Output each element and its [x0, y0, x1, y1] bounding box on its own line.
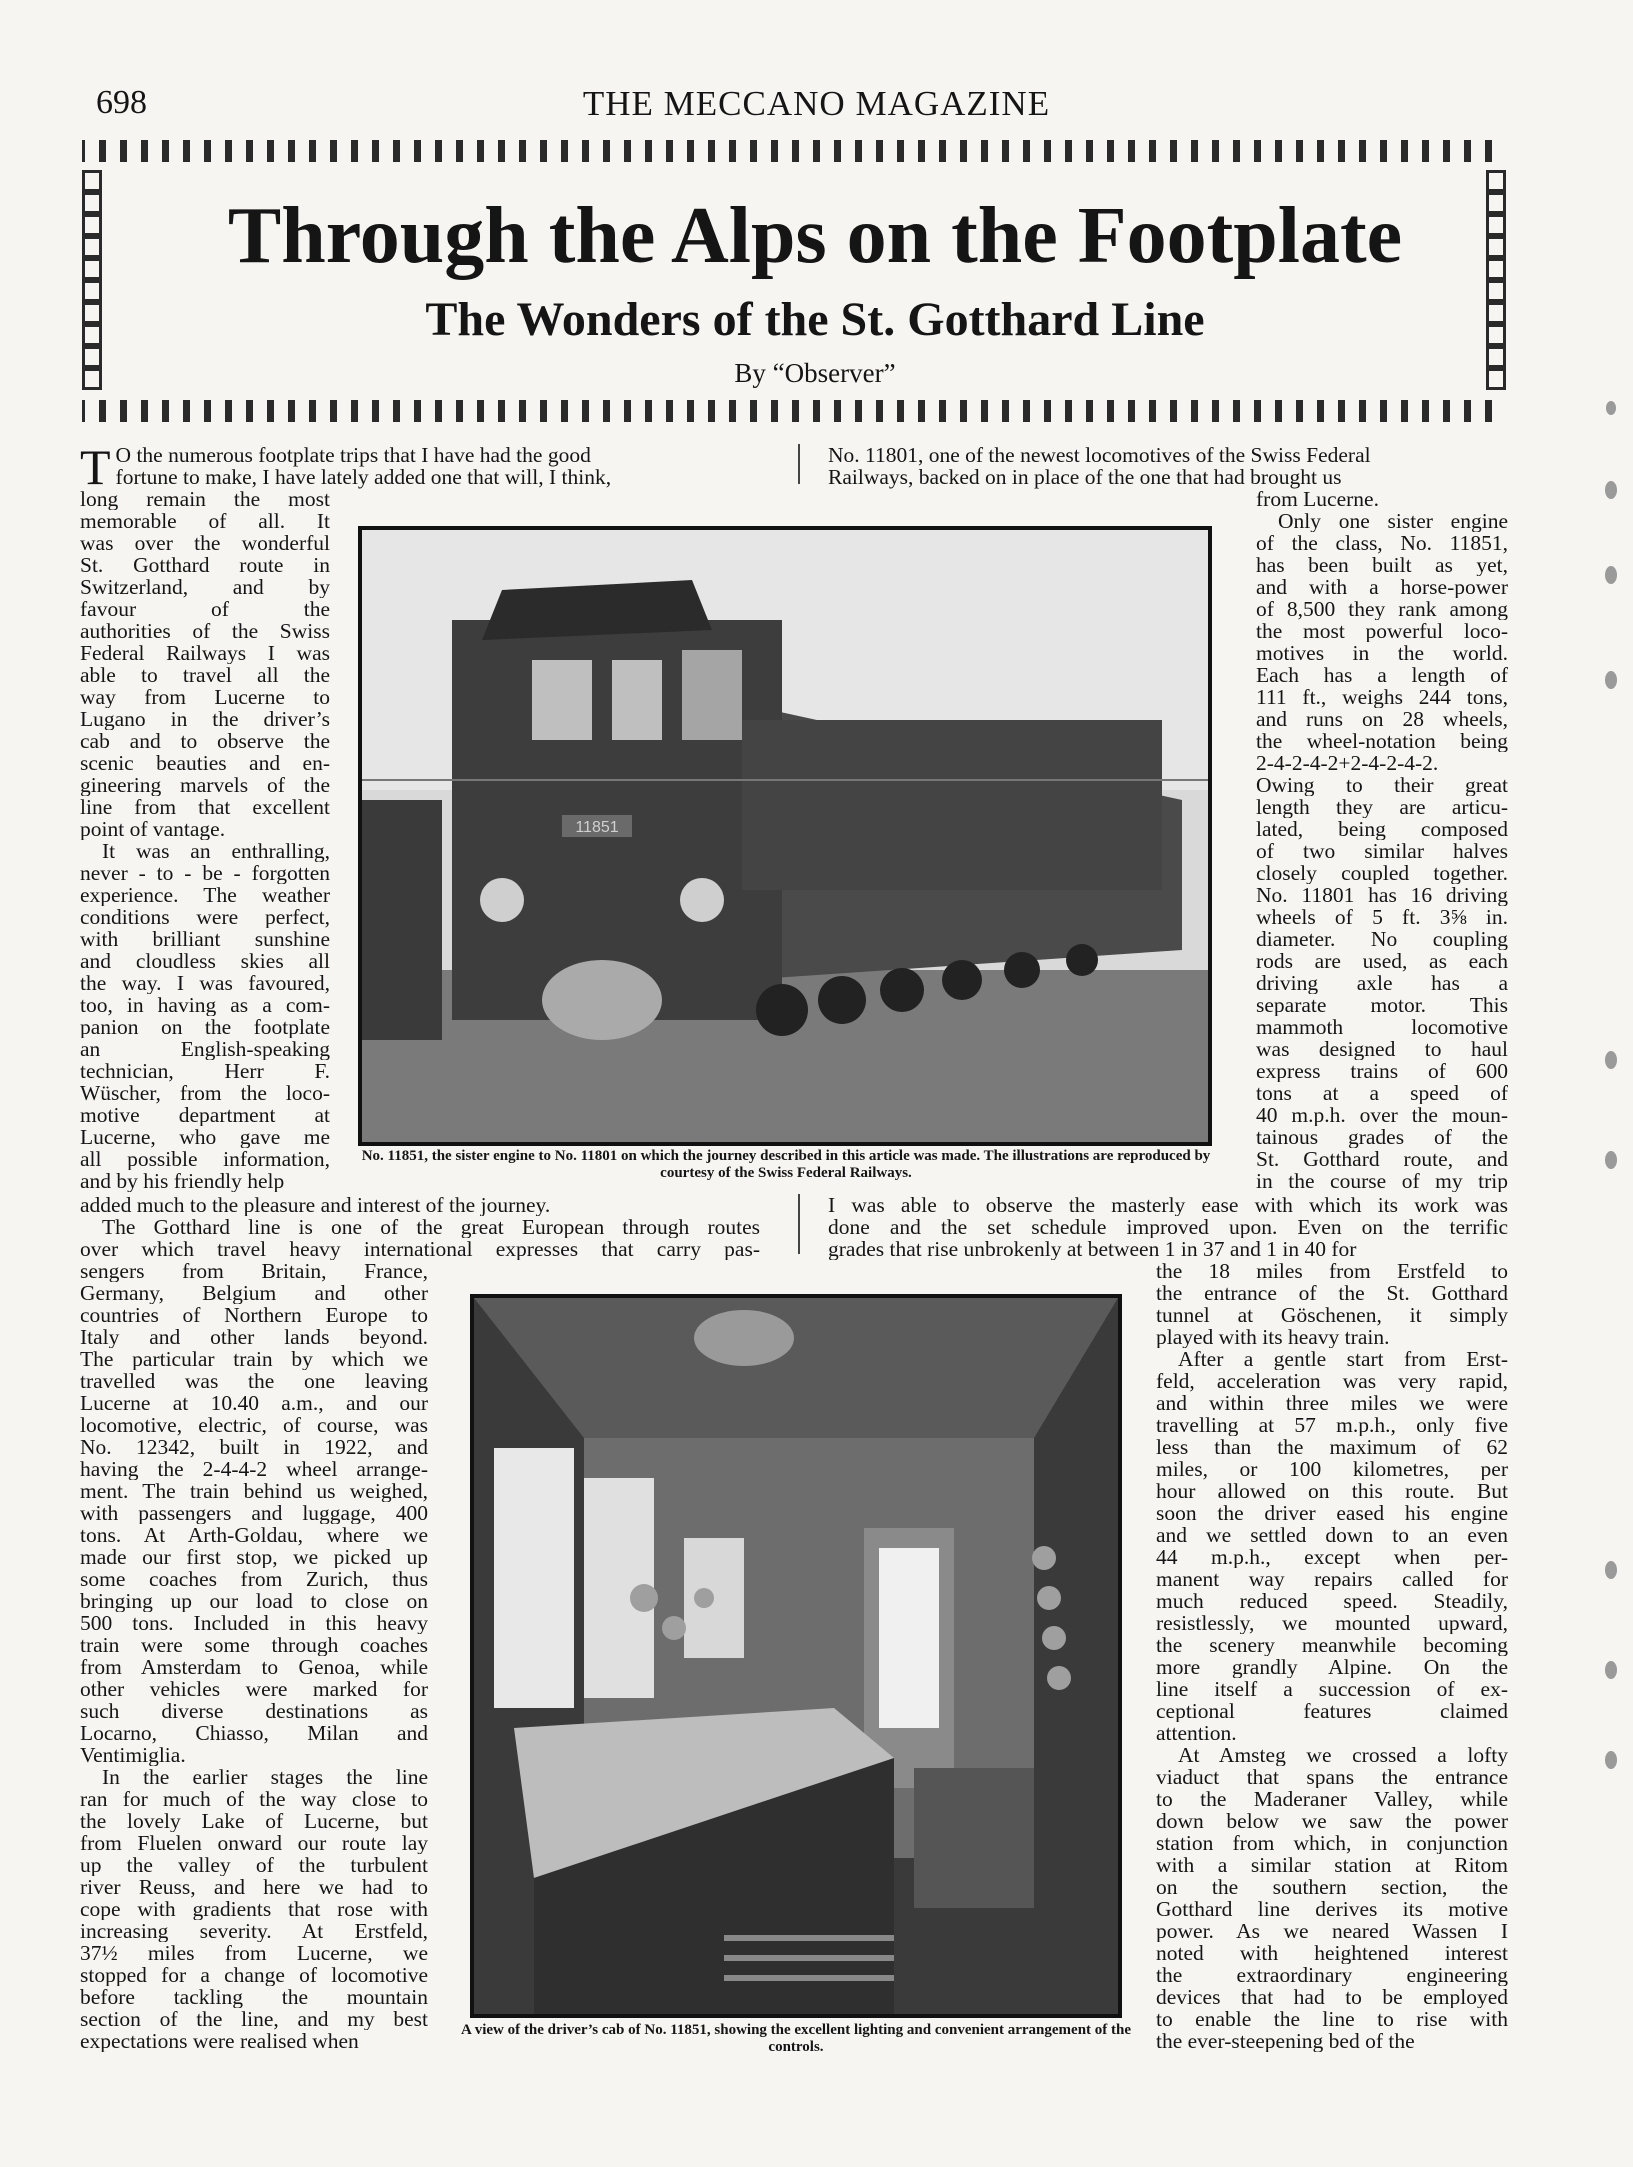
text-line: having the 2-4-4-2 wheel arrange- — [80, 1458, 428, 1480]
text-line: made our first stop, we picked up — [80, 1546, 428, 1568]
text-line: In the earlier stages the line — [102, 1766, 428, 1788]
text-line: of 8,500 they rank among — [1256, 598, 1508, 620]
text-line: motive department at — [80, 1104, 330, 1126]
cab-photo-caption: A view of the driver’s cab of No. 11851, showing the excellent lighting and convenient arrangement of the controls. — [460, 2022, 1132, 2055]
text-line: the ever-steepening bed of the — [1156, 2030, 1415, 2052]
text-line: panion on the footplate — [80, 1016, 330, 1038]
text-line: 40 m.p.h. over the moun- — [1256, 1104, 1508, 1126]
text-line: tons at a speed of — [1256, 1082, 1508, 1104]
drop-cap: T — [80, 439, 111, 495]
text-line: driving axle has a — [1256, 972, 1508, 994]
text-line: hour allowed on this route. But — [1156, 1480, 1508, 1502]
text-line: diameter. No coupling — [1256, 928, 1508, 950]
text-line: river Reuss, and here we had to — [80, 1876, 428, 1898]
text-line: viaduct that spans the entrance — [1156, 1766, 1508, 1788]
text-line: length they are articu- — [1256, 796, 1508, 818]
square-border-top — [82, 140, 1506, 162]
text-line: Switzerland, and by — [80, 576, 330, 598]
binding-marks — [1597, 390, 1625, 1790]
square-border-bottom — [82, 400, 1506, 422]
text-line: locomotive, electric, of course, was — [80, 1414, 428, 1436]
text-line: Lucerne, who gave me — [80, 1126, 330, 1148]
text-line: After a gentle start from Erst- — [1178, 1348, 1508, 1370]
text-line: power. As we neared Wassen I — [1156, 1920, 1508, 1942]
text-line: expectations were realised when — [80, 2030, 359, 2052]
text-line: down below we saw the power — [1156, 1810, 1508, 1832]
text-line: able to travel all the — [80, 664, 330, 686]
text-line: No. 12342, built in 1922, and — [80, 1436, 428, 1458]
text-line: added much to the pleasure and interest of the journey. — [80, 1194, 551, 1216]
text-line: way from Lucerne to — [80, 686, 330, 708]
text-line: much reduced speed. Steadily, — [1156, 1590, 1508, 1612]
text-line: in the course of my trip — [1256, 1170, 1508, 1192]
text-line: with passengers and luggage, 400 — [80, 1502, 428, 1524]
text-line: point of vantage. — [80, 818, 226, 840]
text-line: No. 11801, one of the newest locomotives of the Swiss Federal — [828, 443, 1371, 467]
text-line: bringing up our load to close on — [80, 1590, 428, 1612]
text-line: O the numerous footplate trips that I have had the good — [115, 443, 591, 467]
text-line: to the Maderaner Valley, while — [1156, 1788, 1508, 1810]
text-line: increasing severity. At Erstfeld, — [80, 1920, 428, 1942]
text-line: all possible information, — [80, 1148, 330, 1170]
col2-lower-text — [1156, 1260, 1508, 2052]
article-byline: By “Observer” — [734, 358, 896, 388]
text-line: Italy and other lands beyond. — [80, 1326, 428, 1348]
text-line: The particular train by which we — [80, 1348, 428, 1370]
text-line: Lugano in the driver’s — [80, 708, 330, 730]
text-line: At Amsteg we crossed a lofty — [1178, 1744, 1508, 1766]
text-line: such diverse destinations as — [80, 1700, 428, 1722]
text-line: was over the wonderful — [80, 532, 330, 554]
text-line: the scenery meanwhile becoming — [1156, 1634, 1508, 1656]
text-line: 44 m.p.h., except when per- — [1156, 1546, 1508, 1568]
text-line: Each has a length of — [1256, 664, 1508, 686]
col1-lower-text — [80, 1260, 428, 2052]
text-line: mammoth locomotive — [1256, 1016, 1508, 1038]
text-line: conditions were perfect, — [80, 906, 330, 928]
text-line: ceptional features claimed — [1156, 1700, 1508, 1722]
text-line: miles, or 100 kilometres, per — [1156, 1458, 1508, 1480]
text-line: Owing to their great — [1256, 774, 1508, 796]
text-line: fortune to make, I have lately added one that will, I think, — [115, 465, 612, 489]
text-line: done and the set schedule improved upon. Even on the terrific — [828, 1216, 1508, 1238]
text-line: 37½ miles from Lucerne, we — [80, 1942, 428, 1964]
col2-top-lines — [828, 444, 1508, 488]
text-line: experience. The weather — [80, 884, 330, 906]
text-line: from Fluelen onward our route lay — [80, 1832, 428, 1854]
text-line: the wheel-notation being — [1256, 730, 1508, 752]
text-line: never - to - be - forgotten — [80, 862, 330, 884]
text-line: Federal Railways I was — [80, 642, 330, 664]
text-line: grades that rise unbrokenly at between 1 in 37 and 1 in 40 for — [828, 1238, 1357, 1260]
text-line: has been built as yet, — [1256, 554, 1508, 576]
text-line: manent way repairs called for — [1156, 1568, 1508, 1590]
text-line: rods are used, as each — [1256, 950, 1508, 972]
text-line: tons. At Arth-Goldau, where we — [80, 1524, 428, 1546]
text-line: the way. I was favoured, — [80, 972, 330, 994]
locomotive-photo — [358, 526, 1212, 1146]
text-line: noted with heightened interest — [1156, 1942, 1508, 1964]
text-line: more grandly Alpine. On the — [1156, 1656, 1508, 1678]
text-line: and cloudless skies all — [80, 950, 330, 972]
text-line: some coaches from Zurich, thus — [80, 1568, 428, 1590]
text-line: Only one sister engine — [1278, 510, 1508, 532]
text-line: closely coupled together. — [1256, 862, 1508, 884]
text-line: 500 tons. Included in this heavy — [80, 1612, 428, 1634]
text-line: up the valley of the turbulent — [80, 1854, 428, 1876]
text-line: technician, Herr F. — [80, 1060, 330, 1082]
text-line: 2-4-2-4-2+2-4-2-4-2. — [1256, 752, 1439, 774]
text-line: travelled was the one leaving — [80, 1370, 428, 1392]
text-line: from Amsterdam to Genoa, while — [80, 1656, 428, 1678]
text-line: attention. — [1156, 1722, 1237, 1744]
text-line: authorities of the Swiss — [80, 620, 330, 642]
text-line: feld, acceleration was very rapid, — [1156, 1370, 1508, 1392]
text-line: of the class, No. 11851, — [1256, 532, 1508, 554]
text-line: line from that excellent — [80, 796, 330, 818]
intro-lines — [80, 439, 760, 495]
locomotive-photo-caption: No. 11851, the sister engine to No. 11801 on which the journey described in this article was made. The illustrations are reproduced by courtesy of the Swiss Federal Railways. — [361, 1148, 1211, 1181]
text-line: separate motor. This — [1256, 994, 1508, 1016]
text-line: to enable the line to rise with — [1156, 2008, 1508, 2030]
text-line: sengers from Britain, France, — [80, 1260, 428, 1282]
text-line: scenic beauties and en- — [80, 752, 330, 774]
text-line: Railways, backed on in place of the one that had brought us — [828, 465, 1342, 489]
text-line: 111 ft., weighs 244 tons, — [1256, 686, 1508, 708]
text-line: No. 11801 has 16 driving — [1256, 884, 1508, 906]
text-line: favour of the — [80, 598, 330, 620]
text-line: with brilliant sunshine — [80, 928, 330, 950]
text-line: and we settled down to an even — [1156, 1524, 1508, 1546]
text-line: soon the driver eased his engine — [1156, 1502, 1508, 1524]
text-line: cab and to observe the — [80, 730, 330, 752]
text-line: tainous grades of the — [1256, 1126, 1508, 1148]
article-subtitle: The Wonders of the St. Gotthard Line — [425, 293, 1205, 346]
text-line: Gotthard line derives its motive — [1156, 1898, 1508, 1920]
text-line: memorable of all. It — [80, 510, 330, 532]
text-line: resistlessly, we mounted upward, — [1156, 1612, 1508, 1634]
text-line: was designed to haul — [1256, 1038, 1508, 1060]
text-line: on the southern section, the — [1156, 1876, 1508, 1898]
text-line: Lucerne at 10.40 a.m., and our — [80, 1392, 428, 1414]
text-line: an English-speaking — [80, 1038, 330, 1060]
text-line: less than the maximum of 62 — [1156, 1436, 1508, 1458]
article-title: Through the Alps on the Footplate — [227, 192, 1403, 280]
text-line: cope with gradients that rose with — [80, 1898, 428, 1920]
text-line: the entrance of the St. Gotthard — [1156, 1282, 1508, 1304]
text-line: gineering marvels of the — [80, 774, 330, 796]
text-line: stopped for a change of locomotive — [80, 1964, 428, 1986]
text-line: Wüscher, from the loco- — [80, 1082, 330, 1104]
text-line: other vehicles were marked for — [80, 1678, 428, 1700]
text-line: Germany, Belgium and other — [80, 1282, 428, 1304]
col1-wide-lines — [80, 1194, 760, 1260]
text-line: too, in having as a com- — [80, 994, 330, 1016]
text-line: from Lucerne. — [1256, 488, 1379, 510]
col1-narrow-text — [80, 488, 330, 1192]
text-line: countries of Northern Europe to — [80, 1304, 428, 1326]
text-line: The Gotthard line is one of the great European through routes — [102, 1216, 760, 1238]
running-title: THE MECCANO MAGAZINE — [582, 84, 1051, 123]
column-rule — [798, 1194, 800, 1254]
text-line: wheels of 5 ft. 3⅝ in. — [1256, 906, 1508, 928]
text-line: the 18 miles from Erstfeld to — [1156, 1260, 1508, 1282]
text-line: the lovely Lake of Lucerne, but — [80, 1810, 428, 1832]
text-line: motives in the world. — [1256, 642, 1508, 664]
text-line: the extraordinary engineering — [1156, 1964, 1508, 1986]
col2-narrow-text — [1256, 488, 1508, 1192]
text-line: St. Gotthard route, and — [1256, 1148, 1508, 1170]
text-line: before tackling the mountain — [80, 1986, 428, 2008]
number-plate: 11851 — [575, 819, 619, 836]
text-line: ment. The train behind us weighed, — [80, 1480, 428, 1502]
text-line: ran for much of the way close to — [80, 1788, 428, 1810]
text-line: over which travel heavy international expresses that carry pas- — [80, 1238, 760, 1260]
text-line: Ventimiglia. — [80, 1744, 186, 1766]
text-line: line itself a succession of ex- — [1156, 1678, 1508, 1700]
text-line: played with its heavy train. — [1156, 1326, 1390, 1348]
text-line: and within three miles we were — [1156, 1392, 1508, 1414]
text-line: station from which, in conjunction — [1156, 1832, 1508, 1854]
text-line: devices that had to be employed — [1156, 1986, 1508, 2008]
text-line: with a similar station at Ritom — [1156, 1854, 1508, 1876]
text-line: and runs on 28 wheels, — [1256, 708, 1508, 730]
column-rule — [798, 444, 800, 484]
text-line: It was an enthralling, — [102, 840, 330, 862]
text-line: of two similar halves — [1256, 840, 1508, 862]
text-line: and by his friendly help — [80, 1170, 285, 1192]
text-line: lated, being composed — [1256, 818, 1508, 840]
text-line: train were some through coaches — [80, 1634, 428, 1656]
text-line: Locarno, Chiasso, Milan and — [80, 1722, 428, 1744]
text-line: long remain the most — [80, 488, 330, 510]
text-line: and with a horse-power — [1256, 576, 1508, 598]
col2-wide-lines — [828, 1194, 1508, 1260]
text-line: I was able to observe the masterly ease with which its work was — [828, 1194, 1508, 1216]
text-line: express trains of 600 — [1256, 1060, 1508, 1082]
text-line: tunnel at Göschenen, it simply — [1156, 1304, 1508, 1326]
text-line: section of the line, and my best — [80, 2008, 428, 2030]
text-line: travelling at 57 m.p.h., only five — [1156, 1414, 1508, 1436]
cab-interior-photo — [470, 1294, 1122, 2018]
text-line: St. Gotthard route in — [80, 554, 330, 576]
square-border-left — [82, 162, 102, 400]
text-line: the most powerful loco- — [1256, 620, 1508, 642]
page-number: 698 — [96, 84, 147, 121]
